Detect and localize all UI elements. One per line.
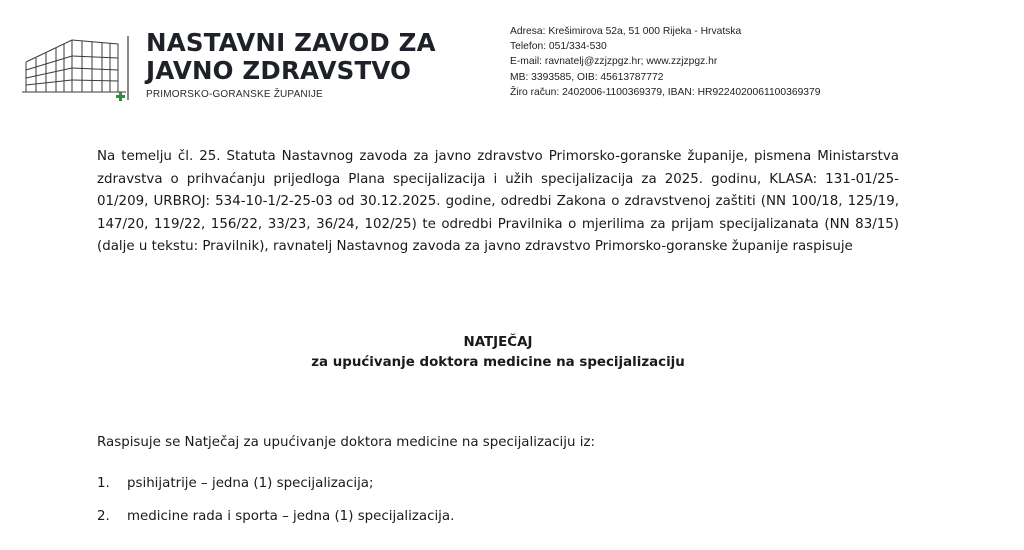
contact-bank: Žiro račun: 2402006-1100369379, IBAN: HR9224020061100369379 — [510, 86, 821, 98]
org-name-line1: NASTAVNI ZAVOD ZA — [146, 28, 436, 57]
org-name — [146, 29, 436, 85]
document-heading — [97, 333, 899, 373]
list-item-text: medicine rada i sporta – jedna (1) specijalizacija. — [127, 509, 455, 524]
contact-email: E-mail: ravnatelj@zzjzpgz.hr; www.zzjzpgz.hr — [510, 56, 718, 68]
org-subtitle: PRIMORSKO-GORANSKE ŽUPANIJE — [146, 89, 323, 100]
contact-ids: MB: 3393585, OIB: 45613787772 — [510, 71, 664, 83]
preamble-paragraph: Na temelju čl. 25. Statuta Nastavnog zavoda za javno zdravstvo Primorsko-goranske županije, pismena Ministarstva zdravstva o prihvaćanju prijedloga Plana specijalizacija i užih specijalizacija za 2025. godinu, KLASA: 131-01/25-01/209, URBROJ: 534-10-1/2-25-03 od 30.12.2025. godine, odredbi Zakona o zdravstvenoj zaštiti (NN 100/18, 125/19, 147/20, 119/22, 156/22, 33/23, 36/24, 102/25) te odredbi Pravilnika o mjerilima za prijam specijalizanata (NN 83/15) (dalje u tekstu: Pravilnik), ravnatelj Nastavnog zavoda za javno zdravstvo Primorsko-goranske županije raspisuje — [97, 149, 899, 255]
contact-block — [510, 24, 820, 100]
list-item-text: psihijatrije – jedna (1) specijalizacija; — [127, 476, 374, 491]
list-item-number: 2. — [97, 509, 110, 524]
list-item-number: 1. — [97, 476, 110, 491]
specialization-list — [97, 474, 899, 540]
intro-text: Raspisuje se Natječaj za upućivanje doktora medicine na specijalizaciju iz: — [97, 435, 595, 450]
heading-subtitle: za upućivanje doktora medicine na specijalizaciju — [311, 355, 685, 370]
list-item — [97, 474, 899, 494]
list-item — [97, 507, 899, 527]
contact-phone: Telefon: 051/334-530 — [510, 41, 607, 53]
org-name-line2: JAVNO ZDRAVSTVO — [146, 56, 412, 85]
building-icon — [22, 30, 132, 105]
heading-title: NATJEČAJ — [463, 335, 533, 350]
contact-address: Adresa: Krešimirova 52a, 51 000 Rijeka - Hrvatska — [510, 26, 742, 37]
